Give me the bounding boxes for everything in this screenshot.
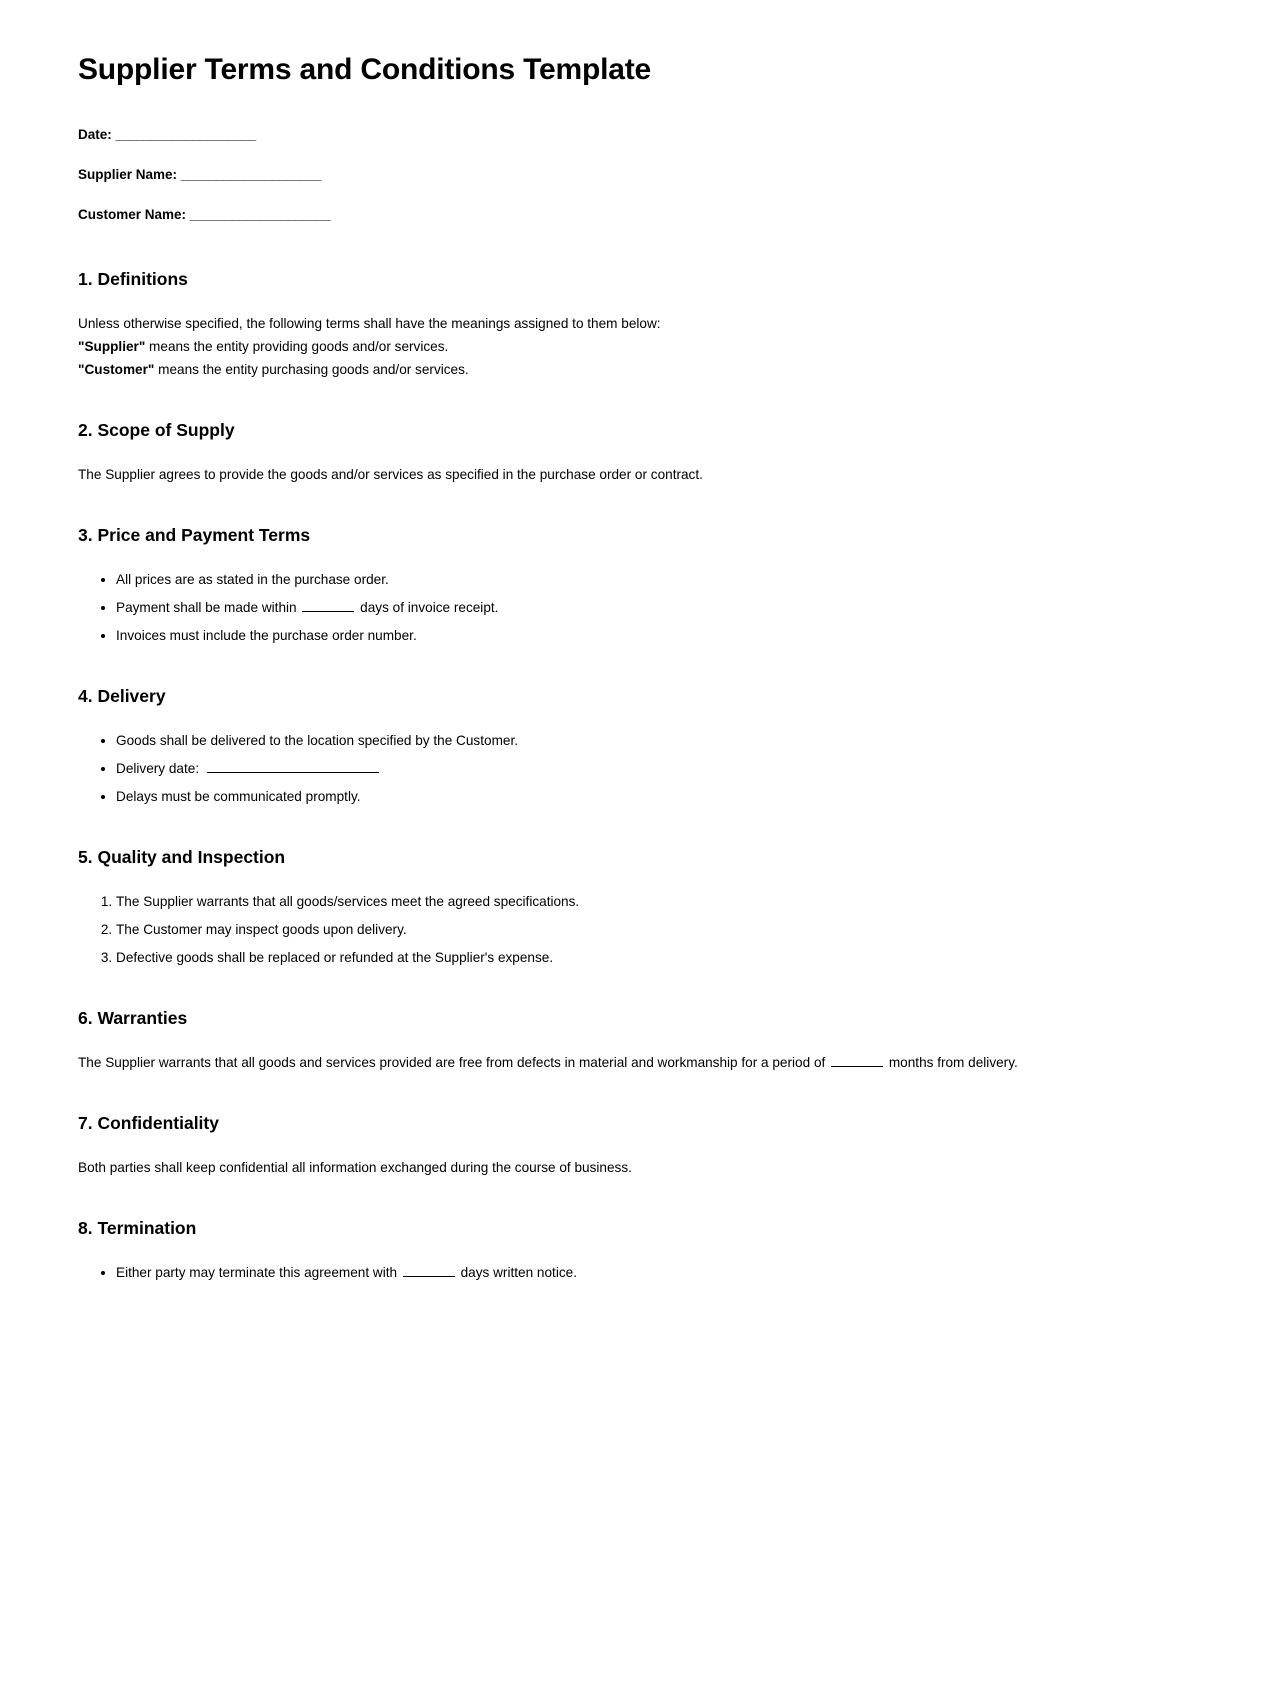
- field-date-label: Date:: [78, 127, 112, 142]
- delivery-date-blank[interactable]: [207, 759, 379, 773]
- list-item: [116, 730, 1189, 751]
- list-item: [116, 786, 1189, 807]
- definition-customer-text: means the entity purchasing goods and/or services.: [154, 361, 469, 377]
- field-customer-name-blank[interactable]: ____________________: [189, 207, 330, 223]
- scope-of-supply-paragraph: The Supplier agrees to provide the goods and/or services as specified in the purchase order or contract.: [78, 466, 703, 482]
- termination-days-blank[interactable]: [403, 1263, 455, 1277]
- warranties-text-after: months from delivery.: [888, 1054, 1018, 1070]
- field-supplier-name-blank[interactable]: ____________________: [180, 167, 321, 183]
- list-item-text: Delivery date:: [116, 760, 200, 776]
- list-item: [116, 758, 1189, 779]
- section-heading-confidentiality: 7. Confidentiality: [78, 1112, 219, 1133]
- section-heading-scope-of-supply: 2. Scope of Supply: [78, 419, 235, 440]
- list-item: [116, 597, 1189, 618]
- page-title: Supplier Terms and Conditions Template: [78, 53, 652, 86]
- list-item-text: Payment shall be made within: [116, 599, 297, 615]
- section-heading-quality-and-inspection: 5. Quality and Inspection: [78, 846, 286, 867]
- list-item: 1. The Supplier warrants that all goods/services meet the agreed specifications.: [116, 891, 1189, 912]
- definitions-intro: Unless otherwise specified, the following terms shall have the meanings assigned to them below:: [78, 315, 661, 331]
- section-heading-termination: 8. Termination: [78, 1217, 197, 1238]
- definitions-block: [78, 313, 1189, 380]
- section-heading-delivery: 4. Delivery: [78, 685, 166, 706]
- list-item-text-after: days written notice.: [460, 1264, 577, 1280]
- quality-inspection-list: [78, 891, 1189, 968]
- list-item-text: Either party may terminate this agreement with: [116, 1264, 398, 1280]
- field-customer-name: [78, 206, 1189, 224]
- list-item: [116, 625, 1189, 646]
- price-payment-list: [78, 569, 1189, 646]
- warranties-text-before: The Supplier warrants that all goods and services provided are free from defects in material and workmanship for a period of: [78, 1054, 826, 1070]
- list-item-text: Invoices must include the purchase order number.: [116, 627, 417, 643]
- section-heading-definitions: 1. Definitions: [78, 268, 188, 289]
- delivery-list: [78, 730, 1189, 807]
- field-customer-name-label: Customer Name:: [78, 207, 187, 223]
- warranties-paragraph: [78, 1052, 1189, 1073]
- list-item-text-after: days of invoice receipt.: [360, 599, 499, 615]
- field-date: [78, 126, 1189, 144]
- section-heading-price-and-payment-terms: 3. Price and Payment Terms: [78, 524, 311, 545]
- list-item-text: All prices are as stated in the purchase order.: [116, 571, 389, 587]
- definition-supplier: [78, 336, 1189, 357]
- definition-customer: [78, 359, 1189, 380]
- confidentiality-paragraph: Both parties shall keep confidential all information exchanged during the course of business.: [78, 1159, 632, 1175]
- field-supplier-name-label: Supplier Name:: [78, 167, 178, 183]
- field-supplier-name: [78, 166, 1189, 184]
- list-item: 2. The Customer may inspect goods upon delivery.: [116, 919, 1189, 940]
- definition-supplier-text: means the entity providing goods and/or services.: [145, 338, 449, 354]
- list-item-text: Delays must be communicated promptly.: [116, 788, 361, 804]
- payment-days-blank[interactable]: [302, 598, 354, 612]
- termination-list: [78, 1262, 1189, 1283]
- field-date-blank[interactable]: ____________________: [115, 127, 256, 142]
- list-item: [116, 569, 1189, 590]
- definition-supplier-term: "Supplier": [78, 338, 146, 354]
- list-item-text: Goods shall be delivered to the location specified by the Customer.: [116, 732, 519, 748]
- section-heading-warranties: 6. Warranties: [78, 1007, 188, 1028]
- list-item: 3. Defective goods shall be replaced or refunded at the Supplier's expense.: [116, 947, 1189, 968]
- definition-customer-term: "Customer": [78, 361, 155, 377]
- list-item: [116, 1262, 1189, 1283]
- warranty-months-blank[interactable]: [831, 1053, 883, 1067]
